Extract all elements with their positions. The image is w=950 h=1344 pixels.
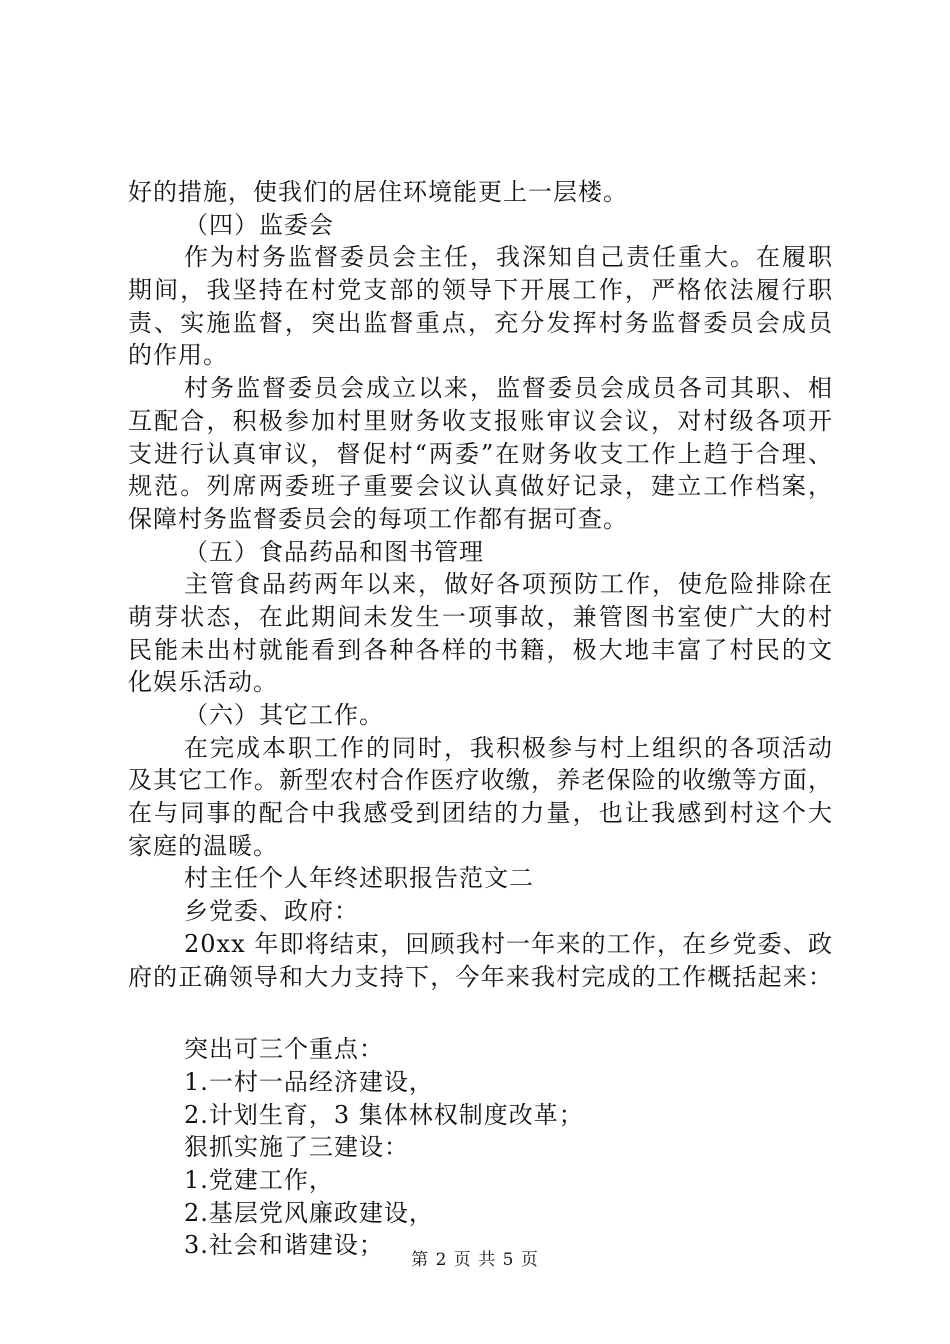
text-line: 保障村务监督委员会的每项工作都有据可查。 [128,504,628,533]
text-line: 好的措施，使我们的居住环境能更上一层楼。 [128,178,628,206]
text-line: 及其它工作。新型农村合作医疗收缴，养老保险的收缴等方面， [128,766,833,795]
text-line: 规范。列席两委班子重要会议认真做好记录，建立工作档案， [128,472,833,501]
text-line: 家庭的温暖。 [128,831,278,860]
text-line: 20xx 年即将结束，回顾我村一年来的工作，在乡党委、政 [184,929,833,958]
paragraph-block-bottom [128,1033,833,1262]
text-line: 村主任个人年终述职报告范文二 [184,864,534,893]
text-line: 萌芽状态，在此期间未发生一项事故，兼管图书室使广大的村 [128,602,833,631]
text-line: （五）食品药品和图书管理 [184,537,484,566]
text-line: 主管食品药两年以来，做好各项预防工作，使危险排除在 [184,570,833,599]
paragraph-block-top [128,176,833,993]
text-line: 1.一村一品经济建设， [184,1067,434,1096]
text-line: 在与同事的配合中我感受到团结的力量，也让我感到村这个大 [128,799,833,828]
text-line: 民能未出村就能看到各种各样的书籍，极大地丰富了村民的文 [128,635,833,664]
text-line: （六）其它工作。 [184,701,384,729]
text-line: 乡党委、政府： [184,897,359,926]
text-line: 狠抓实施了三建设： [184,1133,409,1162]
text-line: 化娱乐活动。 [128,668,278,697]
text-line: 突出可三个重点： [184,1035,384,1064]
text-line: 作为村务监督委员会主任，我深知自己责任重大。在履职 [184,243,833,272]
text-line: 的作用。 [128,341,228,370]
page-footer: 第 2 页 共 5 页 [411,1250,539,1270]
text-line: 在完成本职工作的同时，我积极参与村上组织的各项活动 [184,733,833,762]
text-line: （四）监委会 [184,210,334,239]
text-line: 1.党建工作， [184,1165,334,1194]
text-line: 3.社会和谐建设； [184,1231,384,1260]
blank-line [128,993,833,1033]
text-line: 府的正确领导和大力支持下，今年来我村完成的工作概括起来： [128,962,833,991]
text-line: 村务监督委员会成立以来，监督委员会成员各司其职、相 [184,374,833,403]
text-line: 支进行认真审议，督促村“两委”在财务收支工作上趋于合理、 [128,439,833,468]
text-line: 2.计划生育，3 集体林权制度改革； [184,1100,584,1129]
text-line: 2.基层党风廉政建设， [184,1198,434,1227]
text-line: 期间，我坚持在村党支部的领导下开展工作，严格依法履行职 [128,276,833,305]
text-line: 互配合，积极参加村里财务收支报账审议会议，对村级各项开 [128,406,833,435]
text-line: 责、实施监督，突出监督重点，充分发挥村务监督委员会成员 [128,308,833,337]
document-body [128,176,833,1262]
